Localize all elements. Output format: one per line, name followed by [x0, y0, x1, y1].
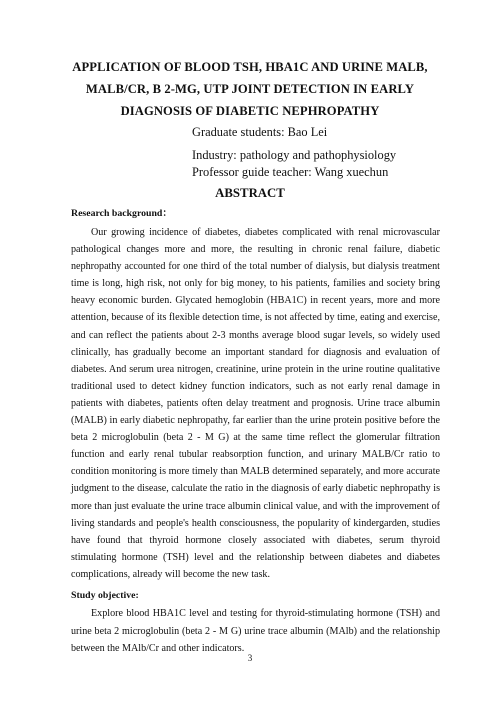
section-heading-study-objective: Study objective: — [71, 590, 139, 601]
page-number: 3 — [247, 653, 253, 663]
section-heading-research-background: Research background： — [71, 208, 173, 219]
section-body-study-objective: Explore blood HBA1C level and testing for thyroid-stimulating hormone (TSH) and urine beta 2 microglobulin (beta 2 - M G) urine trace albumin (MAlb) and the relationship between the MAlb/Cr and other indicators. — [71, 608, 440, 654]
industry-line: Industry: pathology and pathophysiology — [192, 148, 397, 162]
graduate-students-line: Graduate students: Bao Lei — [192, 125, 328, 139]
professor-line: Professor guide teacher: Wang xuechun — [192, 165, 389, 179]
section-body-research-background: Our growing incidence of diabetes, diabetes complicated with renal microvascular pathological changes more and more, the resulting in chronic renal failure, diabetic nephropathy accounted for one third of the total number of dialysis, but dialysis treatment time is long, high risk, not only for big money, to his patients, families and society bring heavy economic burden. Glycated hemoglobin (HBA1C) in recent years, more and more attention, because of its flexible detection time, is not affected by time, eating and exercise, and can reflect the patients about 2-3 months average blood sugar levels, so widely used clinically, has gradually become an important standard for diagnosis and evaluation of diabetes. And serum urea nitrogen, creatinine, urine protein in the urine routine qualitative traditional used to detect kidney function indicators, such as not early renal damage in patients with diabetes, patients often delay treatment and prognosis. Urine trace albumin (MALB) in early diabetic nephropathy, far earlier than the urine protein positive before the beta 2 microglobulin (beta 2 - M G) at the same time reflect the glomerular filtration function and early renal tubular reabsorption function, and urinary MALB/Cr ratio to condition monitoring is more timely than MALB determined separately, and more accurate judgment to the disease, calculate the ratio in the diagnosis of early diabetic nephropathy is more than just evaluate the urine trace albumin clinical value, and with the improvement of living standards and people's health consciousness, the popularity of kindergarden, studies have found that thyroid hormone closely associated with diabetes, serum thyroid stimulating hormone (TSH) level and the relationship between diabetes and diabetes complications, already will become the new task. — [71, 227, 440, 580]
paper-title: APPLICATION OF BLOOD TSH, HBA1C AND URINE MALB, MALB/CR, B 2-MG, UTP JOINT DETECTION IN EARLY DIAGNOSIS OF DIABETIC NEPHROPATHY — [72, 60, 428, 118]
abstract-heading: ABSTRACT — [215, 186, 285, 200]
